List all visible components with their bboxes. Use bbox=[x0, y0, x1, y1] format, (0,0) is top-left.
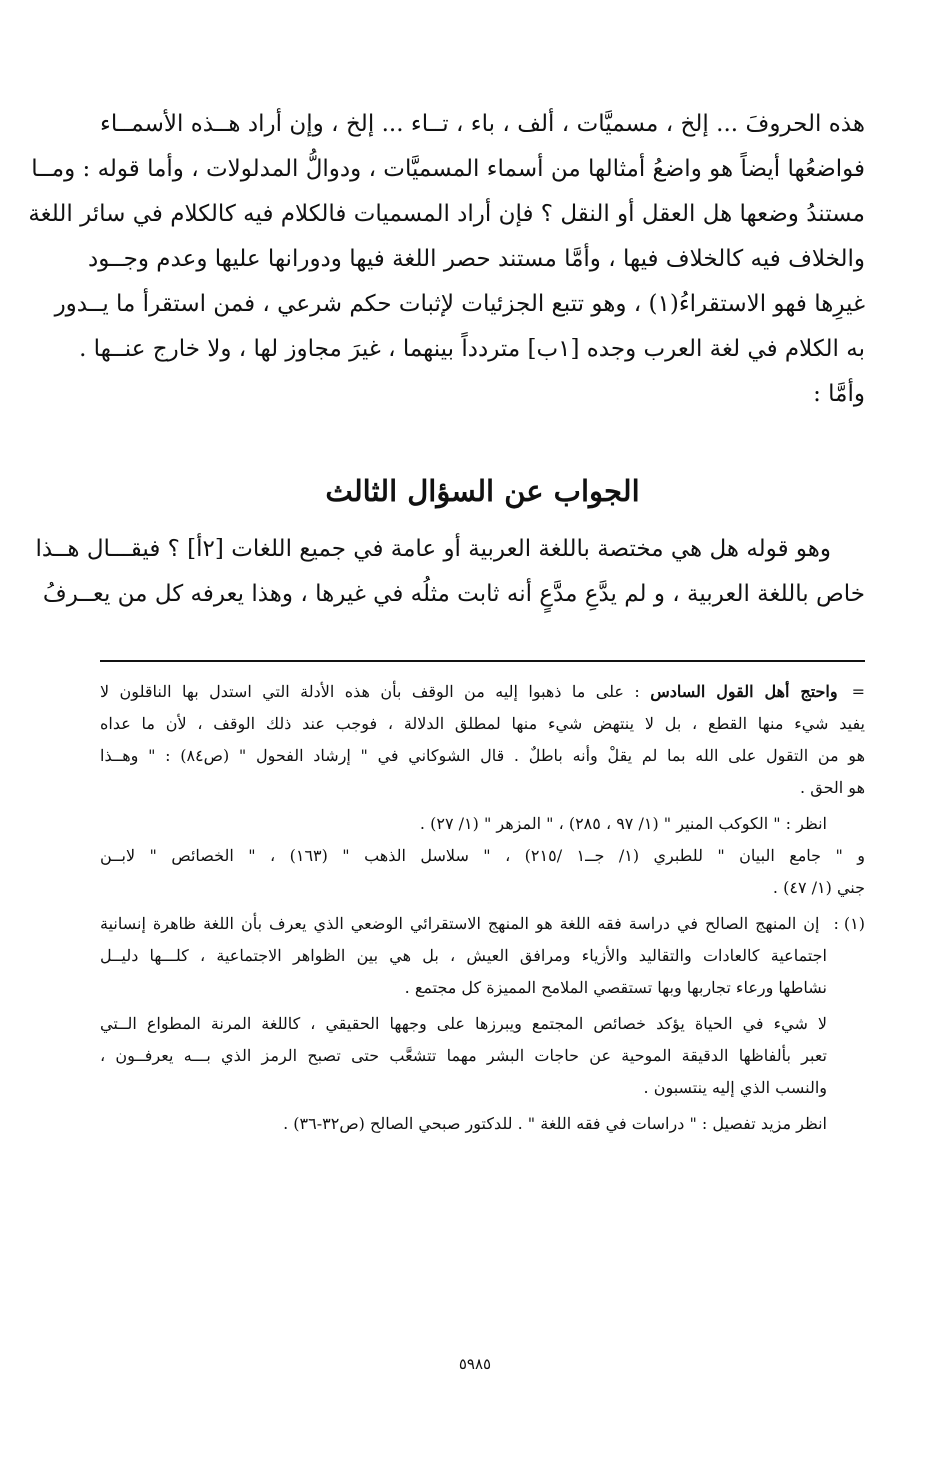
text-line: هذه الحروفَ ... إلخ ، مسميَّات ، ألف ، باء ، تــاء ... إلخ ، وإن أراد هــذه الأسمــاء bbox=[100, 111, 865, 137]
section-heading: الجواب عن السؤال الثالث bbox=[325, 474, 640, 508]
footnote-reference: و " جامع البيان " للطبري (١/ جــ١ /٢١٥) ، " سلاسل الذهب " (١٦٣) ، " الخصائص " لابــن bbox=[100, 846, 865, 865]
footnote-line: نشاطها ورعاء تجاربها وبها تستقصي الملامح المميزة كل مجتمع . bbox=[404, 978, 827, 997]
continuation-marker: = bbox=[851, 682, 865, 701]
text-line: خاص باللغة العربية ، و لم يدَّعِ مدَّعٍ أنه ثابت مثلُه في غيرها ، وهذا يعرفه كل من يعــرفُ bbox=[42, 581, 865, 607]
answer-paragraph bbox=[35, 527, 865, 617]
footnotes bbox=[100, 676, 865, 1140]
footnote-1-line bbox=[100, 908, 865, 940]
footnote-reference: انظر مزيد تفصيل : " دراسات في فقه اللغة " . للدكتور صبحي الصالح (ص٣٢-٣٦) . bbox=[283, 1114, 827, 1133]
text-line: غيرِها فهو الاستقراءُ(١) ، وهو تتبع الجزئيات لإثبات حكم شرعي ، فمن استقرأ ما يــدور bbox=[54, 291, 865, 317]
footnote-reference: جني (١/ ٤٧) . bbox=[772, 878, 865, 897]
footnote-text: إن المنهج الصالح في دراسة فقه اللغة هو المنهج الاستقرائي الوضعي الذي يعرف بأن اللغة ظاهرة إنسانية bbox=[100, 914, 820, 933]
footnote-text: : على ما ذهبوا إليه من الوقف بأن هذه الأدلة التي استدل بها الناقلون لا bbox=[100, 682, 640, 701]
text-line: والخلاف فيه كالخلاف فيها ، وأمَّا مستند حصر اللغة فيها ودورانها عليها وعدم وجــود bbox=[88, 246, 865, 272]
main-paragraph bbox=[28, 102, 865, 417]
text-line: وهو قوله هل هي مختصة باللغة العربية أو عامة في جميع اللغات [٢أ] ؟ فيقـــال هــذا bbox=[35, 536, 831, 562]
page-number: ٥٩٨٥ bbox=[458, 1355, 492, 1373]
footnote-line: يفيد شيء منها القطع ، بل لا ينتهض شيء منها لمطلق الدلالة ، فوجب عند ذلك الوقف ، لأن ما عداه bbox=[100, 714, 865, 733]
footnote-continuation-line bbox=[100, 676, 865, 708]
text-line: فواضعُها أيضاً هو واضعُ أمثالها من أسماء المسميَّات ، ودوالُّ المدلولات ، وأما قوله : ومــا bbox=[31, 156, 865, 182]
footnote-number: (١) : bbox=[833, 914, 865, 933]
footnote-reference: انظر : " الكوكب المنير " (١/ ٩٧ ، ٢٨٥) ، " المزهر " (١/ ٢٧) . bbox=[419, 814, 827, 833]
text-line: به الكلام في لغة العرب وجده [١ب] متردداً بينهما ، غيرَ مجاوز لها ، ولا خارج عنــها . bbox=[79, 336, 865, 362]
footnote-line: اجتماعية كالعادات والتقاليد والأزياء ومرافق العيش ، بل هي بين الظواهر الاجتماعية ، كلـــها دليــل bbox=[100, 946, 827, 965]
footnote-line: لا شيء في الحياة يؤكد خصائص المجتمع ويبرزها على وجهها الحقيقي ، كاللغة المرنة المطواع الــتي bbox=[100, 1014, 828, 1033]
footnote-line: تعبر بألفاظها الدقيقة الموحية عن حاجات البشر مهما تتشعَّب حتى تصبح الرمز الذي بـــه يعرفــون ، bbox=[100, 1046, 827, 1065]
footnote-line: والنسب الذي إليه ينتسبون . bbox=[643, 1078, 827, 1097]
footnote-line: هو من التقول على الله بما لم يقلْ وأنه باطلٌ . قال الشوكاني في " إرشاد الفحول " (ص٨٤) : " وهــذا bbox=[100, 746, 866, 765]
bold-lead: واحتج أهل القول السادس bbox=[650, 682, 838, 701]
text-line: وأمَّا : bbox=[813, 381, 865, 407]
footnote-separator bbox=[100, 660, 865, 662]
text-line: مستندُ وضعها هل العقل أو النقل ؟ فإن أراد المسميات فالكلام فيه كالكلام في سائر اللغة bbox=[28, 201, 865, 227]
footnote-line: هو الحق . bbox=[800, 778, 865, 797]
